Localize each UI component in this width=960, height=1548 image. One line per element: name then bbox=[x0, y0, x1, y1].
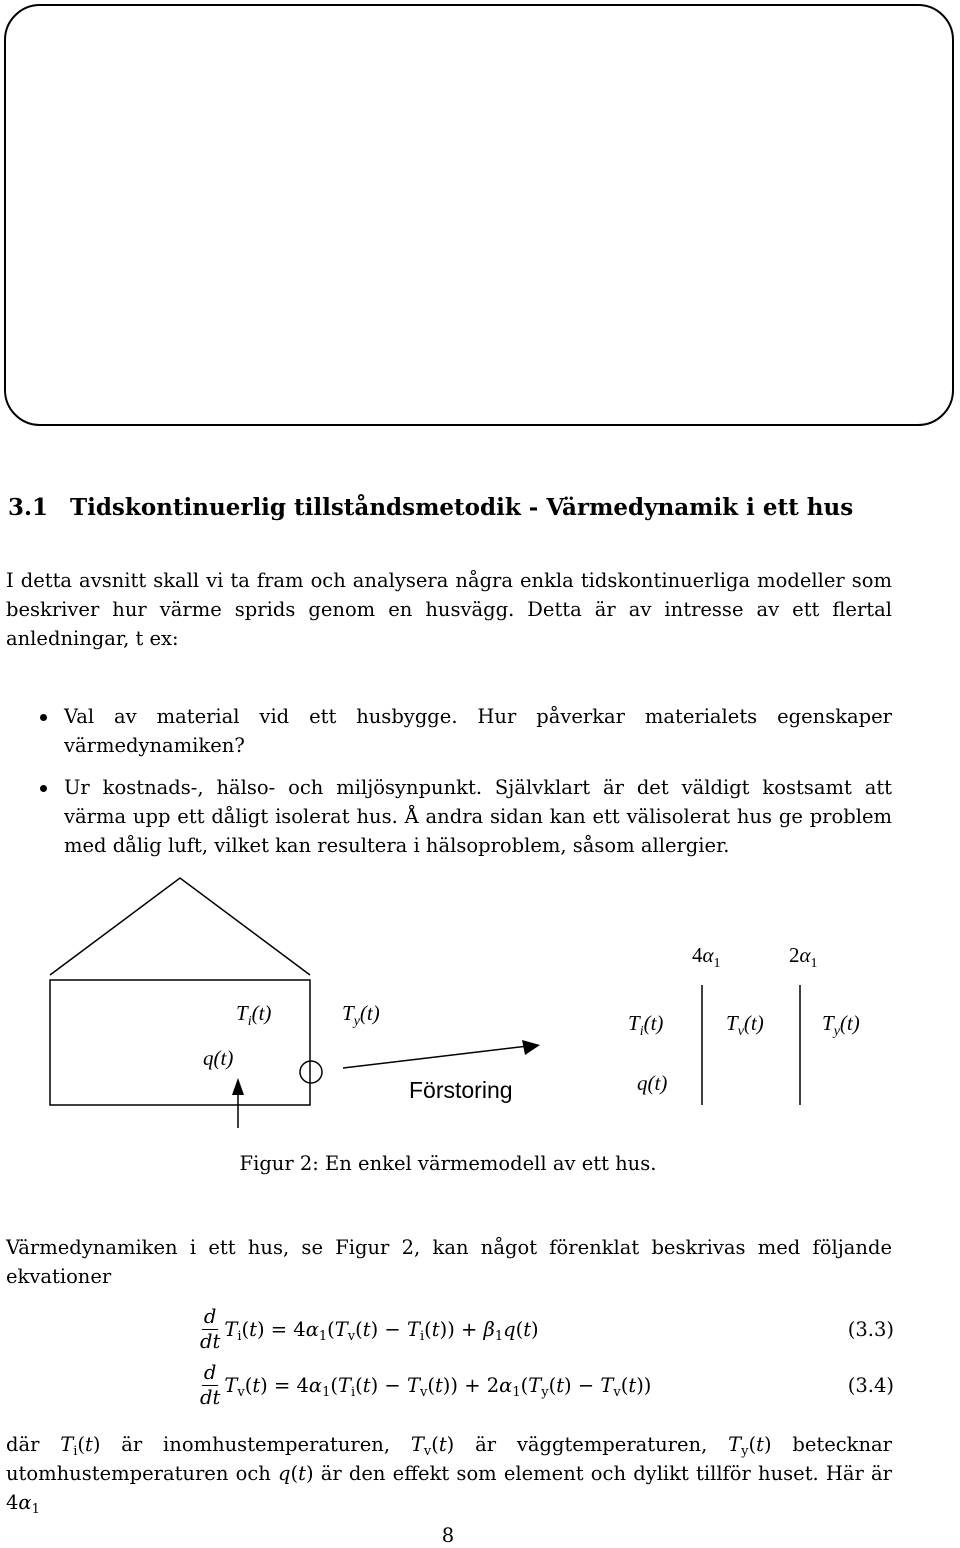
house-model-figure bbox=[0, 860, 960, 1150]
section-heading bbox=[8, 494, 853, 521]
zoom-label: Förstoring bbox=[409, 1077, 513, 1103]
list-item bbox=[40, 773, 892, 860]
label-2alpha: $2\alpha_1$ bbox=[789, 943, 818, 971]
figure-labels bbox=[203, 943, 860, 1095]
bullet-icon bbox=[40, 714, 47, 721]
derivative-operator: $\frac{d}{dt}$ bbox=[200, 1305, 221, 1353]
house-body bbox=[50, 980, 310, 1105]
bullet-text: Ur kostnads-, hälso- och miljösynpunkt. Självklart är det väldigt kostsamt att värma upp ett dåligt isolerat hus. Å andra sidan kan ett välisolerat hus ge problem med dålig luft, vilket kan resultera i hälsoproblem, såsom allergier. bbox=[64, 776, 892, 857]
model-intro-paragraph: Värmedynamiken i ett hus, se Figur 2, kan något förenklat beskrivas med följande ekvationer bbox=[6, 1236, 892, 1288]
bullet-list bbox=[40, 702, 892, 873]
label-tv-zoom: $T_v(t)$ bbox=[726, 1011, 764, 1039]
list-item bbox=[40, 702, 892, 760]
input-arrowhead bbox=[232, 1078, 244, 1095]
section-number: 3.1 bbox=[8, 494, 49, 521]
label-4alpha: $4\alpha_1$ bbox=[692, 943, 721, 971]
label-q-house: q(t) bbox=[203, 1046, 234, 1070]
equation-3-3 bbox=[200, 1305, 894, 1354]
label-ty-house: $T_y(t)$ bbox=[342, 1001, 380, 1029]
bullet-text: Val av material vid ett husbygge. Hur påverkar materialets egenskaper värmedynamiken? bbox=[64, 705, 892, 757]
equation-body: $T_i(t) = 4\alpha_1(T_v(t) - T_i(t)) + \beta_1q(t)$ bbox=[224, 1318, 539, 1344]
definitions-paragraph: där $T_i(t)$ är inomhustemperaturen, $T_v(t)$ är väggtemperaturen, $T_y(t)$ betecknar utomhustemperaturen och q(t) är den effekt som element och dylikt tillför huset. Här är $4\alpha_1$ bbox=[6, 1433, 893, 1517]
zoom-arrowhead bbox=[522, 1040, 540, 1055]
figure-frame bbox=[4, 4, 954, 426]
zoom-circle bbox=[300, 1061, 322, 1083]
intro-paragraph: I detta avsnitt skall vi ta fram och analysera några enkla tidskontinuerliga modeller som beskriver hur värme sprids genom en husvägg. Detta är av intresse av ett flertal anledningar, t ex: bbox=[6, 569, 892, 650]
label-ti-zoom: $T_i(t)$ bbox=[628, 1011, 664, 1039]
bullet-icon bbox=[40, 785, 47, 792]
equation-3-4 bbox=[200, 1361, 894, 1410]
section-title: Tidskontinuerlig tillståndsmetodik - Värmedynamik i ett hus bbox=[70, 494, 854, 521]
label-ty-zoom: $T_y(t)$ bbox=[822, 1011, 860, 1039]
equation-body: $T_v(t) = 4\alpha_1(T_i(t) - T_v(t)) + 2\alpha_1(T_y(t) - T_v(t))$ bbox=[224, 1374, 652, 1400]
zoom-arrow-line bbox=[343, 1046, 528, 1068]
label-ti-house: $T_i(t)$ bbox=[236, 1001, 272, 1029]
label-q-zoom: q(t) bbox=[637, 1071, 668, 1095]
equation-number: (3.4) bbox=[847, 1374, 894, 1397]
house-roof bbox=[50, 878, 310, 975]
equation-number: (3.3) bbox=[847, 1318, 894, 1341]
page-number: 8 bbox=[441, 1524, 455, 1547]
derivative-operator: $\frac{d}{dt}$ bbox=[200, 1361, 221, 1409]
figure-caption: Figur 2: En enkel värmemodell av ett hus. bbox=[239, 1152, 657, 1175]
